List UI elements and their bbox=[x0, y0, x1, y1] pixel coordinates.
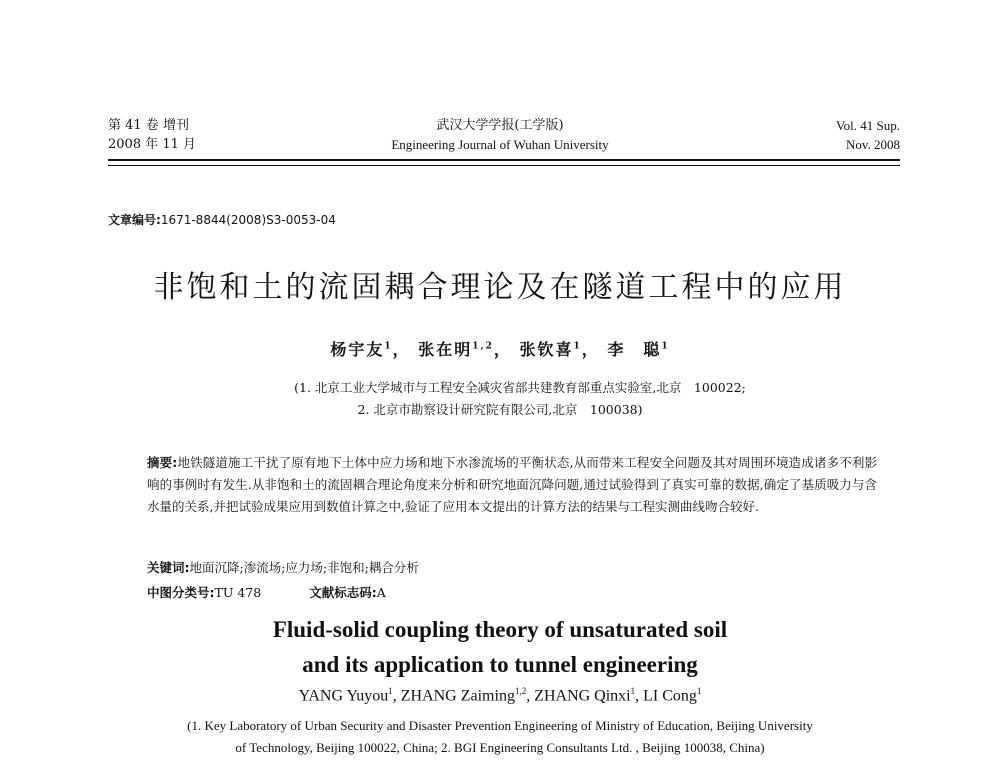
affiliation-cn-2: 2. 北京市勘察设计研究院有限公司,北京 100038) bbox=[357, 402, 643, 417]
volume-issue: 第 41 卷 增刊 bbox=[108, 118, 189, 133]
affiliation-en-2: of Technology, Beijing 100022, China; 2. BGI Engineering Consultants Ltd. , Beijing 100038, China) bbox=[235, 740, 765, 755]
authors-en: YANG Yuyou$^1$, ZHANG Zaiming$^{1,2}$, ZHANG Qinxi$^1$, LI Cong$^1$ bbox=[298, 686, 702, 705]
keywords-cn bbox=[147, 558, 419, 576]
clc-label: 中图分类号: bbox=[147, 585, 215, 600]
author-en-2: ZHANG Zaiming bbox=[400, 687, 515, 705]
journal-volume-en bbox=[836, 116, 900, 154]
affiliation-cn-1: (1. 北京工业大学城市与工程安全减灾省部共建教育部重点实验室,北京 100022; bbox=[294, 380, 746, 395]
journal-volume-info bbox=[108, 116, 196, 154]
journal-name-cn: 武汉大学学报(工学版) bbox=[436, 118, 564, 133]
journal-name-en: Engineering Journal of Wuhan University bbox=[391, 137, 609, 152]
author-en-4: LI Cong bbox=[643, 687, 697, 705]
document-code-label: 文献标志码: bbox=[309, 585, 377, 600]
abstract-cn bbox=[147, 452, 877, 518]
author-cn-4: 李 聪 bbox=[607, 340, 662, 359]
clc-value: TU 478 bbox=[214, 585, 262, 600]
volume-en: Vol. 41 Sup. bbox=[835, 118, 900, 133]
author-cn-2: 张在明 bbox=[418, 340, 473, 359]
date-en: Nov. 2008 bbox=[845, 137, 900, 152]
header-rule-thin bbox=[108, 165, 900, 166]
article-number bbox=[108, 211, 336, 228]
document-code-value: A bbox=[376, 585, 386, 600]
paper-title-en-line1: Fluid-solid coupling theory of unsaturated soil bbox=[272, 617, 728, 642]
authors-cn: 杨宇友$^1$， 张在明$^{1,2}$， 张钦喜$^1$， 李 聪$^1$ bbox=[330, 340, 670, 359]
author-cn-1: 杨宇友 bbox=[330, 340, 385, 359]
paper-title-cn: 非饱和土的流固耦合理论及在隧道工程中的应用 bbox=[153, 270, 847, 305]
journal-name bbox=[300, 116, 700, 154]
publication-date-cn: 2008 年 11 月 bbox=[108, 137, 197, 152]
classification-info bbox=[147, 583, 386, 601]
article-number-label: 文章编号: bbox=[108, 213, 161, 227]
affiliation-en-1: (1. Key Laboratory of Urban Security and Disaster Prevention Engineering of Ministry of Education, Beijing University bbox=[187, 718, 813, 733]
keywords-label: 关键词: bbox=[147, 560, 190, 575]
author-cn-3: 张钦喜 bbox=[519, 340, 574, 359]
keywords-text: 地面沉降;渗流场;应力场;非饱和;耦合分析 bbox=[189, 560, 419, 575]
author-en-1: YANG Yuyou bbox=[298, 687, 389, 705]
abstract-label: 摘要: bbox=[147, 455, 178, 470]
header-rule-thick bbox=[108, 159, 900, 161]
article-number-value: 1671-8844(2008)S3-0053-04 bbox=[160, 213, 336, 227]
abstract-text: 地铁隧道施工干扰了原有地下土体中应力场和地下水渗流场的平衡状态,从而带来工程安全问题及其对周围环境造成诸多不利影响的事例时有发生.从非饱和土的流固耦合理论角度来分析和研究地面沉降问题,通过试验得到了真实可靠的数据,确定了基质吸力与含水量的关系,并把试验成果应用到数值计算之中,验证了应用本文提出的计算方法的结果与工程实测曲线吻合较好. bbox=[147, 455, 877, 514]
author-en-3: ZHANG Qinxi bbox=[534, 687, 631, 705]
paper-title-en-line2: and its application to tunnel engineering bbox=[302, 652, 698, 677]
